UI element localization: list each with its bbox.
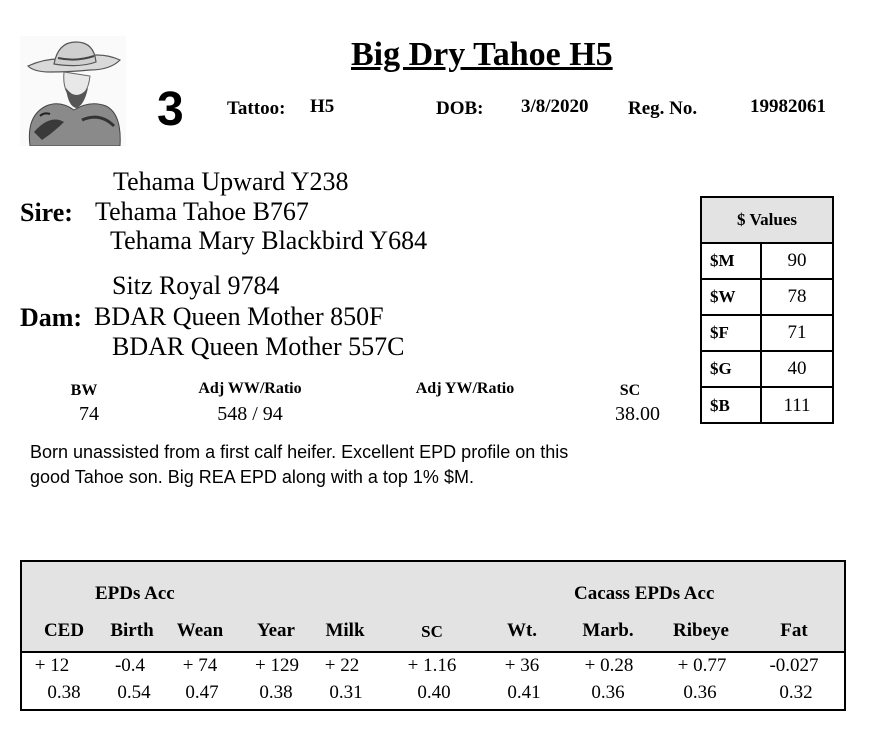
- epd-col-header: Wt.: [506, 620, 538, 641]
- epd-col-header: Milk: [325, 620, 365, 641]
- dollar-value-number: 78: [787, 286, 807, 307]
- dollar-value-row: [702, 388, 832, 424]
- ww-label: Adj WW/Ratio: [198, 380, 302, 397]
- epd-accuracy: 0.36: [683, 682, 717, 703]
- epd-value: + 0.28: [584, 655, 634, 676]
- epd-accuracy: 0.36: [591, 682, 625, 703]
- dob-label: DOB:: [436, 98, 484, 119]
- epd-accuracy: 0.41: [507, 682, 541, 703]
- dam-label: Dam:: [20, 303, 83, 332]
- dollar-value-number: 40: [787, 358, 807, 379]
- sire-sire-name: Tehama Upward Y238: [113, 167, 349, 196]
- sc-label: SC: [619, 382, 641, 399]
- reg-no-label: Reg. No.: [628, 98, 698, 119]
- ww-value: 548 / 94: [217, 403, 283, 425]
- epd-col-header: CED: [43, 620, 85, 641]
- lot-number: 3: [157, 83, 184, 136]
- epd-accuracy: 0.38: [259, 682, 293, 703]
- sire-name: Tehama Tahoe B767: [95, 197, 309, 226]
- yw-label: Adj YW/Ratio: [415, 380, 515, 397]
- dollar-value-row: [702, 280, 832, 316]
- dollar-values-title: $ Values: [702, 198, 832, 244]
- epd-col-header: Marb.: [582, 620, 634, 641]
- epd-col-header: Wean: [176, 620, 224, 641]
- epd-accuracy: 0.54: [117, 682, 151, 703]
- epd-col-header: Year: [257, 620, 295, 641]
- dam-name: BDAR Queen Mother 850F: [94, 302, 384, 331]
- sc-value: 38.00: [615, 403, 660, 425]
- dollar-values-table: [700, 196, 834, 424]
- epd-accuracy: 0.31: [329, 682, 363, 703]
- remarks-text: Born unassisted from a first calf heifer. Excellent EPD profile on this good Tahoe son. Big REA EPD along with a top 1% $M.: [30, 442, 569, 487]
- epd-accuracy: 0.40: [417, 682, 451, 703]
- tattoo-value: H5: [310, 96, 335, 117]
- epd-accuracy: 0.47: [185, 682, 219, 703]
- dollar-value-row: [702, 244, 832, 280]
- epd-value: -0.4: [114, 655, 146, 676]
- carcass-epd-group-label: Cacass EPDs Acc: [574, 583, 715, 604]
- dam-dam-name: BDAR Queen Mother 557C: [112, 332, 405, 361]
- tattoo-label: Tattoo:: [227, 98, 286, 119]
- epd-value: + 129: [255, 655, 299, 676]
- bw-value: 74: [79, 403, 99, 425]
- sire-dam-name: Tehama Mary Blackbird Y684: [110, 226, 428, 255]
- dam-sire-name: Sitz Royal 9784: [112, 271, 280, 300]
- epd-col-header: Ribeye: [673, 620, 729, 641]
- epd-value: + 12: [34, 655, 70, 676]
- reg-no-value: 19982061: [750, 96, 826, 117]
- dollar-value-number: 71: [787, 322, 807, 343]
- epd-value: + 0.77: [677, 655, 727, 676]
- epd-accuracy: 0.38: [47, 682, 81, 703]
- epd-col-header: Birth: [110, 620, 154, 641]
- bw-label: BW: [70, 382, 98, 399]
- dollar-value-label: $G: [702, 352, 762, 386]
- dollar-value-row: [702, 316, 832, 352]
- sire-label: Sire:: [20, 198, 73, 227]
- dollar-value-label: $F: [702, 316, 762, 350]
- epd-value: + 74: [182, 655, 218, 676]
- epd-value: + 36: [504, 655, 540, 676]
- dollar-value-label: $W: [702, 280, 762, 314]
- epd-value: + 22: [324, 655, 360, 676]
- dollar-value-number: 111: [783, 395, 811, 416]
- dollar-value-label: $M: [702, 244, 762, 278]
- dollar-value-label: $B: [702, 388, 762, 424]
- epd-col-header: Fat: [780, 620, 808, 641]
- epd-group-label: EPDs Acc: [95, 583, 175, 604]
- dollar-value-number: 90: [787, 250, 807, 271]
- dollar-value-row: [702, 352, 832, 388]
- animal-name-title: Big Dry Tahoe H5: [351, 36, 613, 73]
- epd-table: [20, 560, 846, 711]
- epd-value: -0.027: [769, 655, 819, 676]
- epd-value: + 1.16: [407, 655, 457, 676]
- epd-col-header: SC: [421, 622, 443, 641]
- cowboy-logo-image: [20, 36, 126, 146]
- dob-value: 3/8/2020: [521, 96, 589, 117]
- epd-accuracy: 0.32: [779, 682, 813, 703]
